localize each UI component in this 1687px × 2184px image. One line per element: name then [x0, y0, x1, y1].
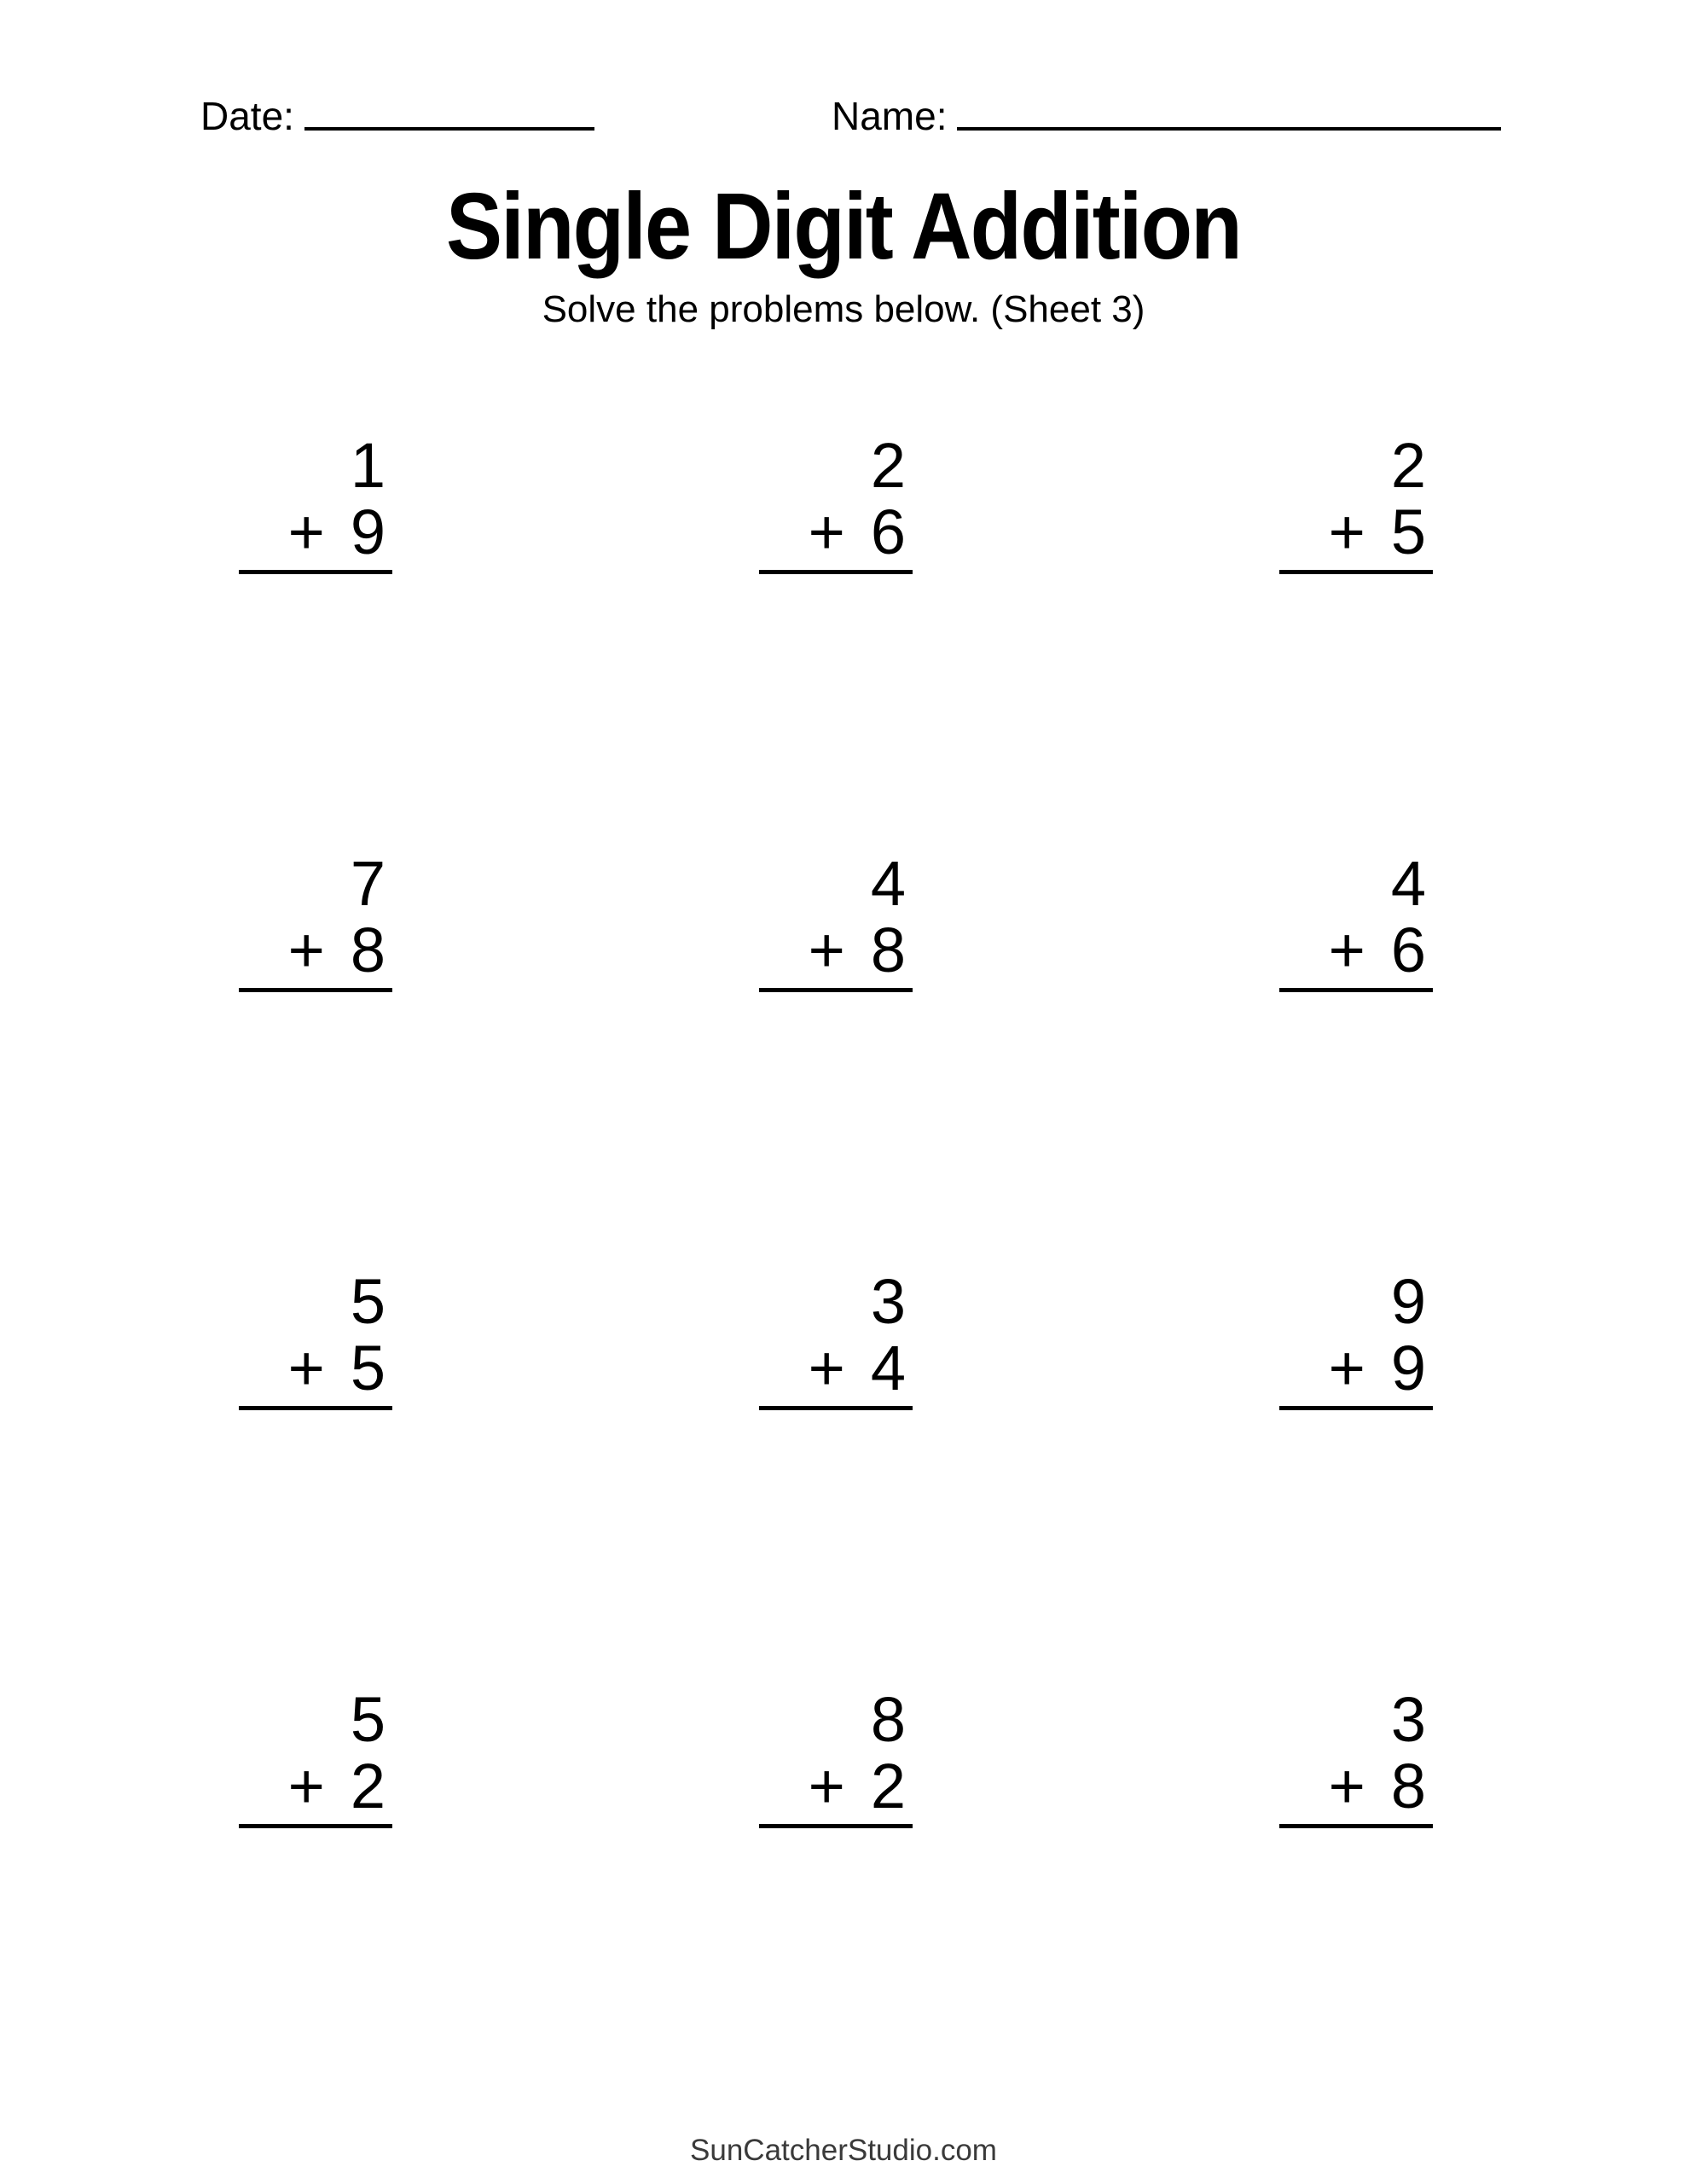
bottom-addend: 9	[350, 497, 386, 567]
top-addend: 4	[870, 848, 906, 919]
top-addend: 3	[870, 1266, 906, 1337]
answer-blank-line[interactable]	[1279, 1824, 1433, 1828]
addition-problem	[759, 848, 913, 1269]
answer-blank-line[interactable]	[239, 1406, 392, 1410]
plus-operator: +	[287, 497, 325, 567]
answer-blank-line[interactable]	[1279, 1406, 1433, 1410]
name-blank-line[interactable]	[957, 127, 1501, 131]
answer-blank-line[interactable]	[759, 1824, 913, 1828]
date-label: Date:	[200, 94, 294, 138]
addition-problem	[1279, 848, 1433, 1269]
plus-operator: +	[1328, 1333, 1365, 1403]
top-addend: 5	[350, 1684, 386, 1755]
plus-operator: +	[808, 1751, 845, 1821]
addition-problem	[239, 1684, 392, 2105]
addition-problem	[759, 430, 913, 851]
worksheet-subtitle: Solve the problems below. (Sheet 3)	[542, 288, 1145, 330]
plus-operator: +	[808, 915, 845, 985]
top-addend: 7	[350, 848, 386, 919]
answer-blank-line[interactable]	[239, 988, 392, 992]
operand-row	[759, 1753, 913, 1820]
name-label: Name:	[832, 94, 948, 138]
operand-row	[1279, 499, 1433, 566]
bottom-addend: 4	[870, 1333, 906, 1403]
plus-operator: +	[1328, 1751, 1365, 1821]
operand-row	[239, 499, 392, 566]
answer-blank-line[interactable]	[759, 988, 913, 992]
site-credit: SunCatcherStudio.com	[690, 2134, 997, 2167]
addition-problem	[759, 1684, 913, 2105]
addition-problem	[759, 1266, 913, 1687]
addition-problem	[1279, 1684, 1433, 2105]
answer-blank-line[interactable]	[759, 570, 913, 574]
plus-operator: +	[808, 497, 845, 567]
addition-problem	[1279, 1266, 1433, 1687]
bottom-addend: 8	[350, 915, 386, 985]
bottom-addend: 9	[1390, 1333, 1426, 1403]
answer-blank-line[interactable]	[239, 1824, 392, 1828]
operand-row	[759, 1335, 913, 1402]
date-field	[200, 94, 594, 139]
worksheet-title: Single Digit Addition	[446, 174, 1241, 279]
bottom-addend: 2	[870, 1751, 906, 1821]
plus-operator: +	[287, 1333, 325, 1403]
addition-problem	[239, 848, 392, 1269]
addition-problem	[1279, 430, 1433, 851]
name-field	[832, 94, 1501, 139]
plus-operator: +	[1328, 915, 1365, 985]
date-blank-line[interactable]	[304, 127, 594, 131]
bottom-addend: 5	[350, 1333, 386, 1403]
answer-blank-line[interactable]	[1279, 570, 1433, 574]
addition-problem	[239, 1266, 392, 1687]
operand-row	[759, 499, 913, 566]
plus-operator: +	[808, 1333, 845, 1403]
answer-blank-line[interactable]	[239, 570, 392, 574]
problems-grid	[239, 430, 1433, 2105]
top-addend: 2	[870, 430, 906, 501]
operand-row	[239, 1335, 392, 1402]
footer	[0, 2133, 1687, 2169]
operand-row	[1279, 1335, 1433, 1402]
operand-row	[759, 917, 913, 984]
plus-operator: +	[1328, 497, 1365, 567]
operand-row	[1279, 1753, 1433, 1820]
bottom-addend: 8	[870, 915, 906, 985]
operand-row	[1279, 917, 1433, 984]
answer-blank-line[interactable]	[1279, 988, 1433, 992]
bottom-addend: 2	[350, 1751, 386, 1821]
top-addend: 2	[1390, 430, 1426, 501]
top-addend: 4	[1390, 848, 1426, 919]
top-addend: 1	[350, 430, 386, 501]
operand-row	[239, 1753, 392, 1820]
operand-row	[239, 917, 392, 984]
bottom-addend: 6	[1390, 915, 1426, 985]
top-addend: 5	[350, 1266, 386, 1337]
plus-operator: +	[287, 915, 325, 985]
addition-problem	[239, 430, 392, 851]
top-addend: 8	[870, 1684, 906, 1755]
top-addend: 3	[1390, 1684, 1426, 1755]
bottom-addend: 5	[1390, 497, 1426, 567]
bottom-addend: 6	[870, 497, 906, 567]
bottom-addend: 8	[1390, 1751, 1426, 1821]
plus-operator: +	[287, 1751, 325, 1821]
answer-blank-line[interactable]	[759, 1406, 913, 1410]
top-addend: 9	[1390, 1266, 1426, 1337]
